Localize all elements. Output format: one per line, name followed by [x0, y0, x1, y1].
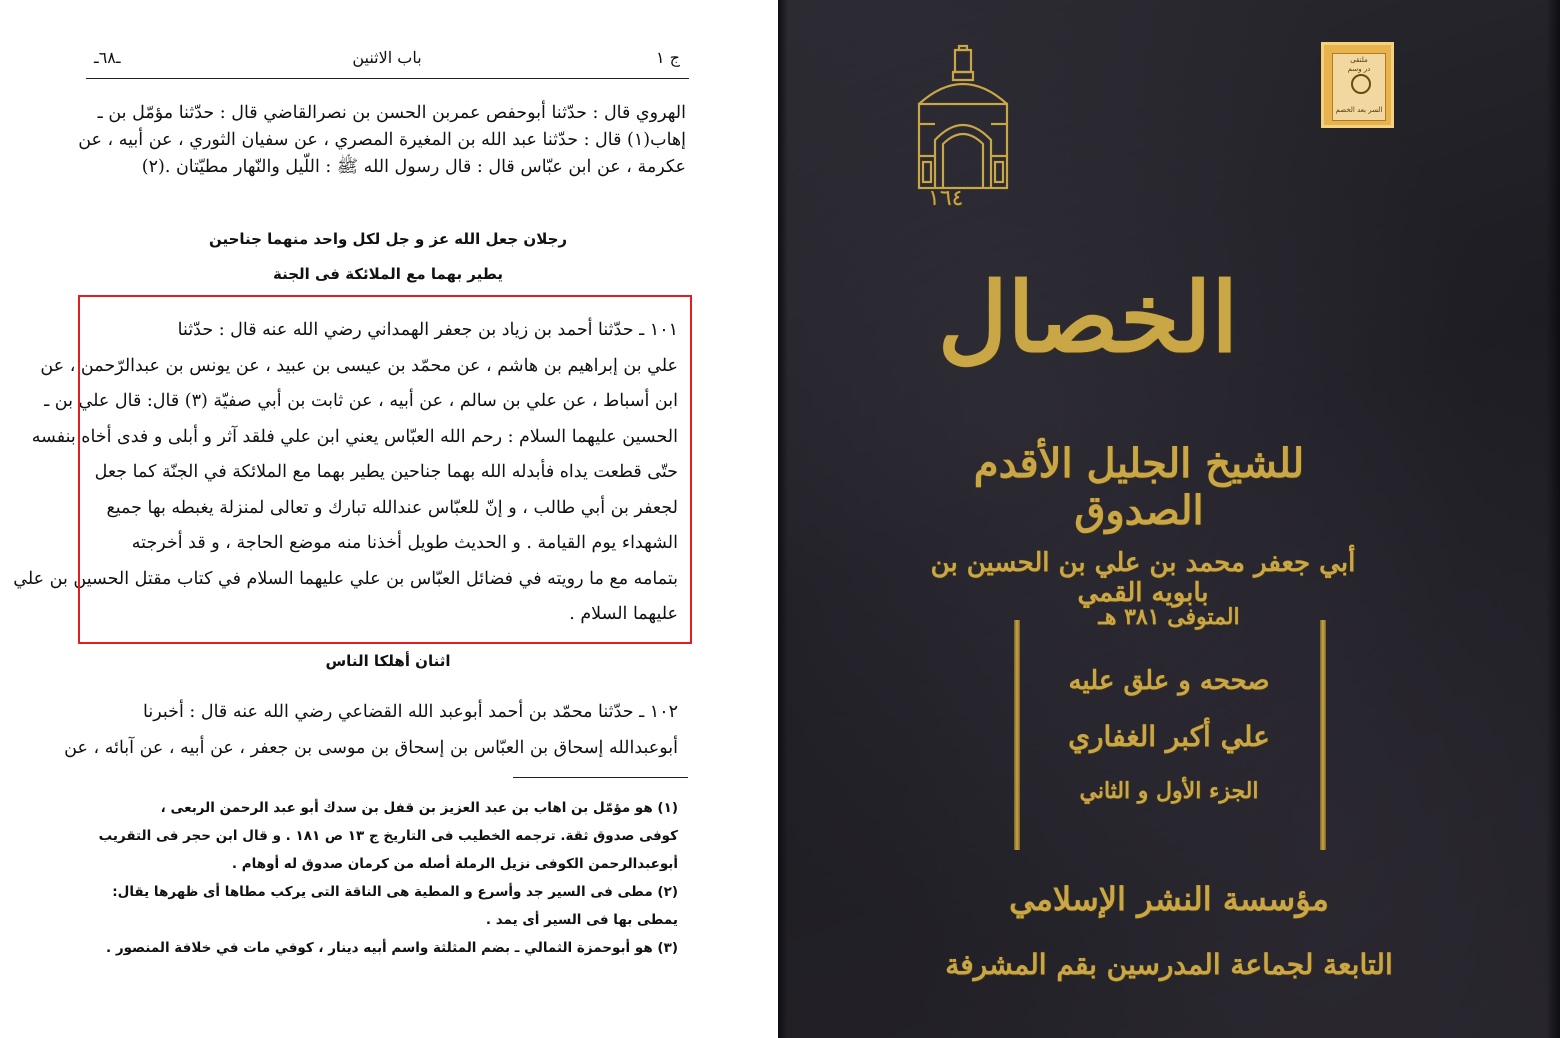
intro-paragraph	[78, 100, 686, 181]
text-line: علي بن إبراهيم بن هاشم ، عن محمّد بن عيسى بن عبيد ، عن يونس بن عبدالرّحمن ، عن	[40, 355, 678, 376]
edit-credit: صححه و علق عليه	[1068, 666, 1270, 696]
badge-inner	[1332, 53, 1386, 121]
footnote-line: (١) هو مؤمّل بن اهاب بن عبد العزيز بن قفل بن سدك أبو عبد الرحمن الربعى ،	[160, 800, 678, 816]
text-line: إهاب(١) قال : حدّثنا عبد الله بن المغيرة المصري ، عن سفيان الثوري ، عن أبيه ، عن	[78, 130, 686, 150]
scanned-book-page	[0, 0, 775, 1038]
author-line: للشيخ الجليل الأقدم الصدوق	[973, 440, 1305, 534]
footnote-line: أبوعبدالرحمن الكوفى نزيل الرملة أصله من كرمان صدوق له أوهام .	[231, 856, 678, 872]
volume-label: الجزء الأول و الثاني	[1079, 778, 1259, 804]
publisher-name: مؤسسة النشر الإسلامي	[1009, 880, 1329, 918]
footnote-line: كوفى صدوق ثقة. ترجمه الخطيب فى التاريخ ج ١٣ ص ١٨١ . و قال ابن حجر فى التقريب	[98, 828, 678, 844]
publisher-affiliation: التابعة لجماعة المدرسين بقم المشرفة	[945, 948, 1393, 981]
book-cover	[778, 0, 1560, 1038]
emblem-number: ١٦٤	[928, 186, 964, 211]
text-line: الهروي قال : حدّثنا أبوحفص عمربن الحسن بن نصرالقاضي قال : حدّثنا مؤمّل بن ـ	[97, 103, 686, 123]
page-header	[88, 48, 686, 70]
author-full-name: أبي جعفر محمد بن علي بن الحسين بن بابويه القمي	[930, 548, 1356, 608]
text-line: عليهما السلام .	[569, 604, 678, 624]
footnote-line: (٢) مطى فى السير جد وأسرع و المطية هى الناقة التى يركب مطاها أى ظهرها يقال:	[112, 884, 678, 900]
text-line: الشهداء يوم القيامة . و الحديث طويل أخذنا منه موضع الحاجة ، و قد أخرجته	[131, 533, 678, 553]
footnote-line: يمطى بها فى السير أى يمد .	[485, 912, 678, 928]
text-line: بتمامه مع ما رويته في فضائل العبّاس بن علي عليهما السلام في كتاب مقتل الحسين بن علي	[13, 568, 678, 589]
volume-label: ج ١	[655, 48, 680, 67]
title-block	[937, 198, 1238, 448]
highlight-box	[13, 295, 692, 644]
footnote-line: (٣) هو أبوحمزة الثمالي ـ بضم المثلثة واسم أبيه دينار ، كوفي مات في خلافة المنصور .	[105, 940, 678, 956]
editor-name: علي أكبر الغفاري	[1068, 720, 1270, 753]
death-date: المتوفى ٣٨١ هـ	[1098, 604, 1240, 630]
footnotes	[98, 794, 678, 962]
library-badge	[1321, 42, 1394, 128]
text-line: ابن أسباط ، عن علي بن سالم ، عن أبيه ، عن ثابت بن أبي صفيّة (٣) قال: قال علي بن ـ	[44, 391, 678, 411]
shrine-gate-icon	[913, 44, 1013, 194]
badge-bottom-text: السر بعد الخصم	[1335, 106, 1383, 114]
text-line: الحسين عليهما السلام : رحم الله العبّاس يعني ابن علي فلقد آثر و أبلى و فدى أخاه بنفسه	[31, 426, 678, 447]
text-line: لجعفر بن أبي طالب ، و إنّ للعبّاس عندالله تبارك و تعالى لمنزلة يغبطه بها جميع	[106, 497, 678, 518]
hadith-102	[64, 694, 678, 766]
section-heading: يطير بهما مع الملائكة فى الجنة	[272, 265, 504, 283]
section-heading: اثنان أهلكا الناس	[325, 652, 451, 670]
page-number: ـ٦٨ـ	[94, 48, 121, 67]
badge-top-text: ملتقى	[1350, 56, 1368, 64]
badge-logo-icon	[1351, 74, 1371, 94]
text-line: عكرمة ، عن ابن عبّاس قال : قال رسول الله ﷺ : اللّيل والنّهار مطيّتان .(٢)	[141, 157, 686, 177]
text-line: حتّى قطعت يداه فأبدله الله بهما جناحين يطير بهما مع الملائكة في الجنّة كما جعل	[94, 462, 678, 482]
chapter-title: باب الاثنين	[352, 48, 422, 67]
footnote-rule	[513, 777, 688, 778]
text-line: أبوعبدالله إسحاق بن العبّاس بن إسحاق بن موسى بن جعفر ، عن أبيه ، عن آبائه ، عن	[64, 738, 678, 758]
text-line: ١٠١ ـ حدّثنا أحمد بن زياد بن جعفر الهمداني رضي الله عنه قال : حدّثنا	[177, 320, 678, 340]
text-line: ١٠٢ ـ حدّثنا محمّد بن أحمد أبوعبد الله القضاعي رضي الله عنه قال : أخبرنا	[143, 702, 678, 722]
header-rule	[86, 78, 689, 79]
section-heading: رجلان جعل الله عز و جل لكل واحد منهما جناحين	[208, 230, 568, 248]
book-title: الخصال	[937, 261, 1238, 374]
badge-mid-text: در وسم	[1347, 65, 1371, 73]
